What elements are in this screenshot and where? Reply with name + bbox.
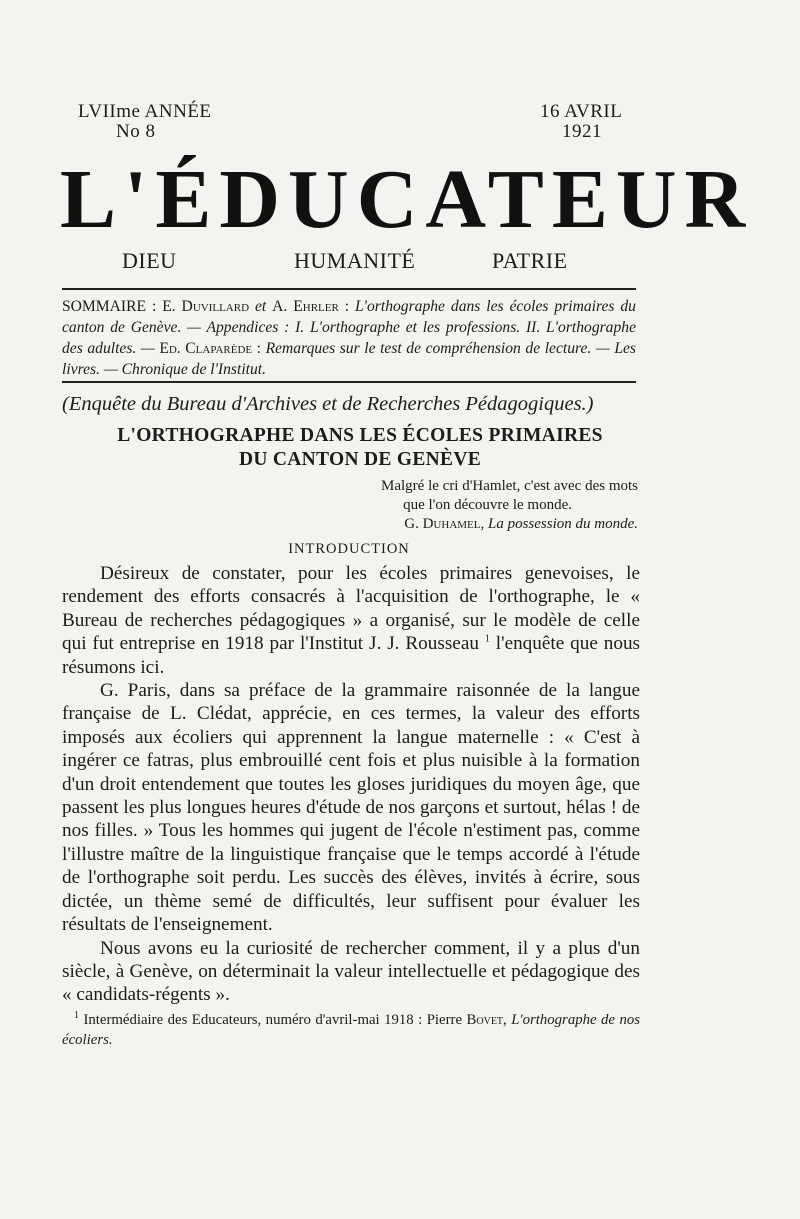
motto-humanite: HUMANITÉ xyxy=(294,248,416,273)
sommaire-label: SOMMAIRE : xyxy=(62,298,157,315)
sommaire-article-1: L'orthographe dans les écoles primaires du canton de Genève. — Appendices : I. L'orthographe et les professions. II. L'orthographe des adultes. — xyxy=(62,298,636,357)
masthead-title: L'ÉDUCATEUR xyxy=(60,153,754,246)
epigraph-author: G. Duhamel, xyxy=(404,516,485,532)
motto-dieu: DIEU xyxy=(122,248,177,273)
survey-subtitle: (Enquête du Bureau d'Archives et de Recherches Pédagogiques.) xyxy=(62,393,594,415)
footnote-title: L'orthographe de nos écoliers. xyxy=(62,1012,641,1048)
epigraph-source: La possession du monde. xyxy=(487,516,638,532)
epigraph-line-1: Malgré le cri d'Hamlet, c'est avec des mots xyxy=(381,478,638,494)
article-body xyxy=(62,562,640,1007)
introduction-heading: INTRODUCTION xyxy=(288,541,410,557)
article-title-line-1: L'ORTHOGRAPHE DANS LES ÉCOLES PRIMAIRES xyxy=(117,425,603,446)
article-title-line-2: DU CANTON DE GENÈVE xyxy=(238,449,482,470)
footnote-text: Intermédiaire des Educateurs, numéro d'avril-mai 1918 : Pierre xyxy=(83,1012,463,1028)
issue-number: No 8 xyxy=(116,121,156,142)
epigraph-line-2: que l'on découvre le monde. xyxy=(403,497,572,513)
volume-label: LVIIme ANNÉE xyxy=(78,101,212,122)
paragraph-1 xyxy=(62,562,640,679)
sommaire-author-2: A. Ehrler : xyxy=(272,298,350,315)
issue-year: 1921 xyxy=(562,121,602,142)
paragraph-1-text: Désireux de constater, pour les écoles primaires genevoises, le rendement des efforts consacrés à l'acquisition de l'orthographe, le « Bureau de recherches pédagogiques » a organisé, sur le modèle de celle qui fut entreprise en 1918 par l'Institut J. J. Rousseau xyxy=(62,563,640,655)
sommaire xyxy=(62,296,636,380)
motto-patrie: PATRIE xyxy=(492,248,568,273)
paragraph-2: G. Paris, dans sa préface de la grammaire raisonnée de la langue française de L. Clédat, apprécie, en ces termes, la valeur des efforts imposés aux écoliers qui apprennent la langue maternelle : « C'est à ingérer ce fatras, plus embrouillé cent fois et plus nuisible à la formation d'un droit entendement que toutes les gloses juridiques du moyen âge, que passent les plus longues heures d'étude de nos garçons et surtout, hélas ! de nos filles. » Tous les hommes qui jugent de l'école n'estiment pas, comme l'illustre maître de la linguistique française que le temps accordé à l'étude de l'orthographe soit perdu. Les succès des élèves, invités à écrire, sous dictée, un thème semé de difficultés, leur suffisent pour évaluer les résultats de l'enseignement. xyxy=(62,680,640,936)
sommaire-author-1: E. Duvillard xyxy=(162,298,250,315)
sommaire-author-3: Ed. Claparède : xyxy=(159,340,262,357)
footnote xyxy=(62,1010,640,1050)
bottom-rule xyxy=(62,381,636,383)
paragraph-1-end: l'enquête que nous résumons ici. xyxy=(62,633,641,678)
epigraph-attribution xyxy=(404,516,638,533)
issue-date: 16 AVRIL xyxy=(540,101,623,122)
sommaire-et: et xyxy=(254,298,267,315)
footnote-mark: 1 xyxy=(74,1010,79,1022)
sommaire-article-2: Remarques sur le test de compréhension de lecture. — Les livres. — Chronique de l'Institut. xyxy=(62,340,636,378)
footnote-ref[interactable]: 1 xyxy=(484,633,490,645)
footnote-author: Bovet, xyxy=(466,1012,507,1028)
paragraph-3: Nous avons eu la curiosité de rechercher comment, il y a plus d'un siècle, à Genève, on déterminait la valeur intellectuelle et pédagogique des « candidats-régents ». xyxy=(62,937,640,1006)
top-rule xyxy=(62,288,636,290)
